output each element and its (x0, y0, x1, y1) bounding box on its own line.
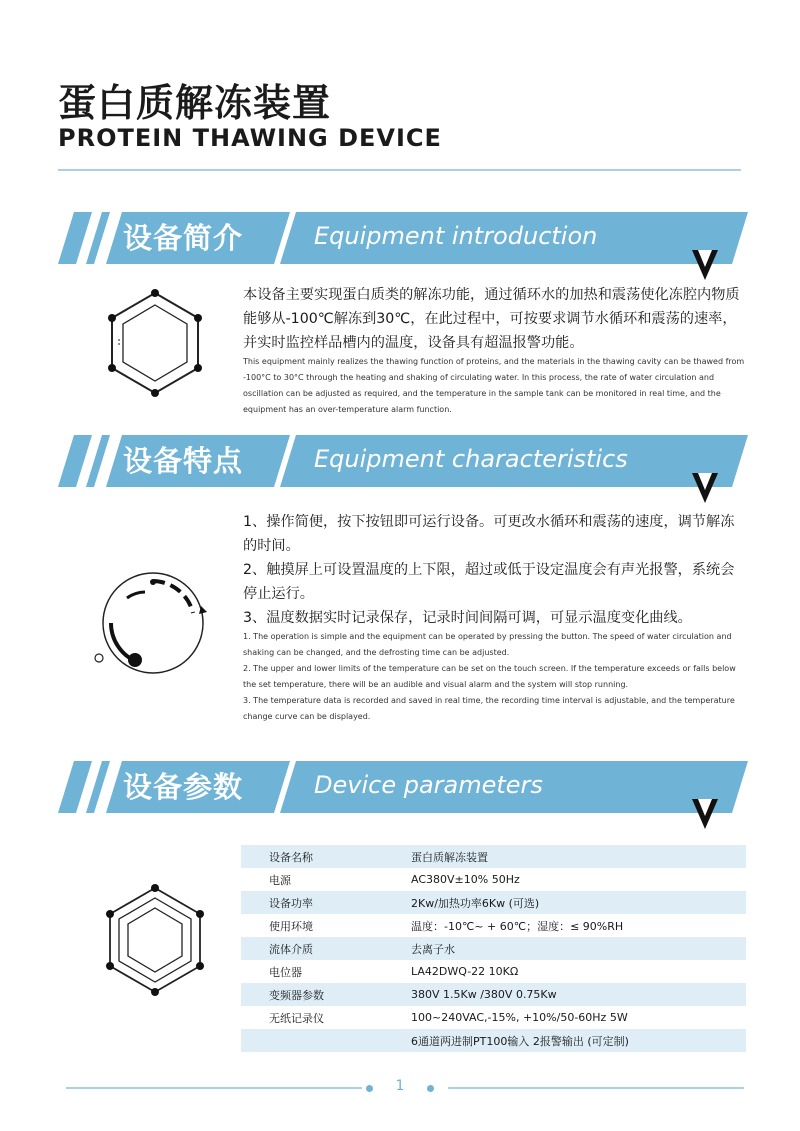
page-title: 蛋白质解冻装置 (58, 81, 332, 125)
param-name: 电位器 (241, 960, 411, 983)
param-name: 流体介质 (241, 937, 411, 960)
table-row (241, 983, 746, 1006)
table-row (241, 914, 746, 937)
param-name: 使用环境 (241, 914, 411, 937)
section-banner-params (58, 761, 748, 813)
feature-item-en: 1. The operation is simple and the equipment can be operated by pressing the button. The speed of water circulation and shaking can be changed, and the defrosting time can be adjusted. (243, 632, 732, 657)
page-subtitle: PROTEIN THAWING DEVICE (58, 124, 442, 152)
intro-text-en: This equipment mainly realizes the thawing function of proteins, and the materials in the thawing cavity can be thawed from -100°C to 30°C through the heating and shaking of circulating water. In this process, the rate of water circulation and oscillation can be adjusted as required, and the temperature in the sample tank can be monitored in real time, and the equipment has an over-temperature alarm function. (243, 357, 745, 414)
param-name: 设备功率 (241, 891, 411, 914)
param-name: 无纸记录仪 (241, 1006, 411, 1029)
param-name: 电源 (241, 868, 411, 891)
param-value: 2Kw/加热功率6Kw (可选) (411, 891, 746, 914)
parameters-table (241, 845, 746, 1052)
features-list-cn (243, 510, 748, 630)
section-banner-intro (58, 212, 748, 264)
param-value: 100~240VAC,-15%, +10%/50-60Hz 5W (411, 1006, 746, 1029)
section-title-cn: 设备简介 (123, 221, 244, 255)
table-row (241, 937, 746, 960)
param-value: 去离子水 (411, 937, 746, 960)
feature-item-en: 3. The temperature data is recorded and saved in real time, the recording time interval is adjustable, and the temperature change curve can be displayed. (243, 696, 735, 721)
footer-dot (366, 1085, 373, 1092)
param-value: 6通道两进制PT100输入 2报警输出 (可定制) (411, 1029, 746, 1052)
header-divider (58, 169, 741, 171)
footer-dot (427, 1085, 434, 1092)
features-list-en (243, 629, 748, 725)
section-title-cn: 设备特点 (123, 444, 244, 478)
section-title-en: Equipment introduction (314, 222, 598, 250)
param-value: AC380V±10% 50Hz (411, 868, 746, 891)
table-row (241, 960, 746, 983)
param-value: 温度：-10℃~ + 60℃；湿度：≤ 90%RH (411, 914, 746, 937)
feature-item: 1、操作简便，按下按钮即可运行设备。可更改水循环和震荡的速度，调节解冻的时间。 (243, 514, 735, 554)
hexagon-layers-icon (95, 880, 215, 1000)
page-number: 1 (395, 1078, 405, 1094)
hexagon-icon (95, 283, 215, 403)
chevron-down-icon (692, 250, 718, 280)
param-name: 设备名称 (241, 845, 411, 868)
section-banner-features (58, 435, 748, 487)
intro-text-cn: 本设备主要实现蛋白质类的解冻功能，通过循环水的加热和震荡使化冻腔内物质能够从-100℃解冻到30℃，在此过程中，可按要求调节水循环和震荡的速率，并实时监控样品槽内的温度，设备具有超温报警功能。 (243, 287, 740, 351)
feature-item: 3、温度数据实时记录保存，记录时间间隔可调，可显示温度变化曲线。 (243, 610, 692, 626)
table-row (241, 1006, 746, 1029)
param-name (241, 1029, 411, 1052)
chevron-down-icon (692, 799, 718, 829)
table-row (241, 891, 746, 914)
feature-item-en: 2. The upper and lower limits of the temperature can be set on the touch screen. If the temperature exceeds or falls below the set temperature, there will be an audible and visual alarm and the system will stop running. (243, 664, 736, 689)
section-title-en: Device parameters (314, 771, 543, 799)
chevron-down-icon (692, 473, 718, 503)
table-row (241, 845, 746, 868)
circle-rings-icon (85, 568, 215, 678)
param-value: LA42DWQ-22 10KΩ (411, 960, 746, 983)
section-title-en: Equipment characteristics (314, 445, 628, 473)
table-row (241, 868, 746, 891)
footer-rule-right (448, 1087, 744, 1089)
feature-item: 2、触摸屏上可设置温度的上下限，超过或低于设定温度会有声光报警，系统会停止运行。 (243, 562, 735, 602)
footer-rule-left (66, 1087, 362, 1089)
param-value: 蛋白质解冻装置 (411, 845, 746, 868)
param-value: 380V 1.5Kw /380V 0.75Kw (411, 983, 746, 1006)
param-name: 变频器参数 (241, 983, 411, 1006)
section-title-cn: 设备参数 (123, 770, 244, 804)
table-row (241, 1029, 746, 1052)
